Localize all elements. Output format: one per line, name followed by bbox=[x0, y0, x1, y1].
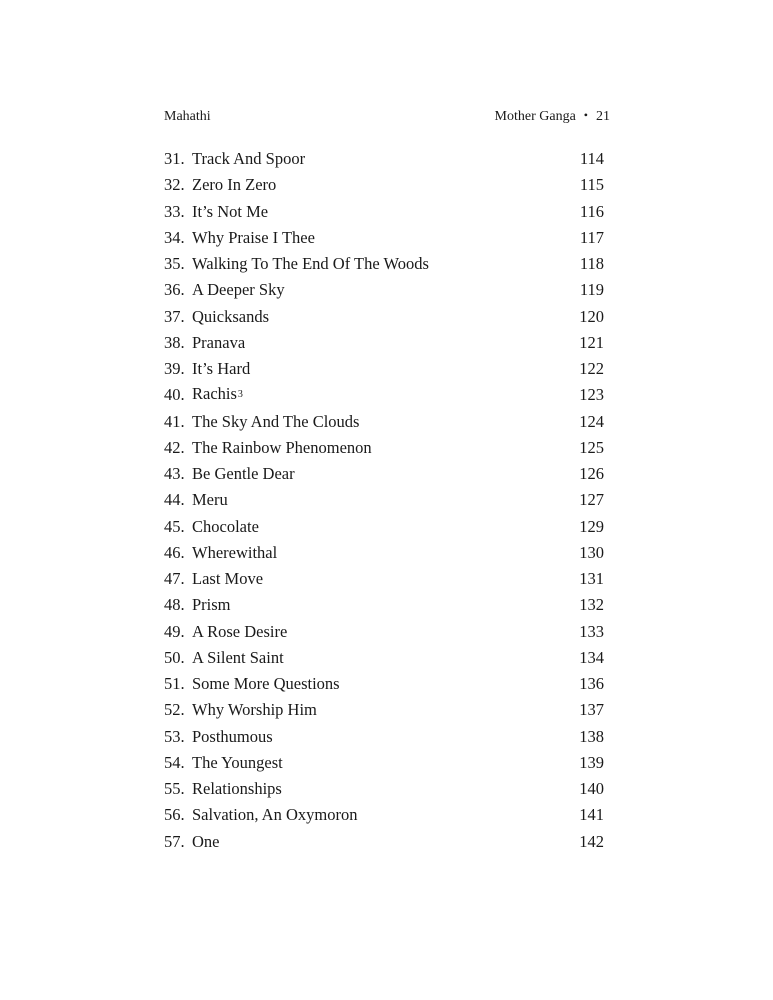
toc-entry-page: 120 bbox=[579, 306, 604, 326]
toc-entry-page: 117 bbox=[579, 227, 604, 247]
toc-entry-page: 136 bbox=[579, 674, 604, 694]
toc-entry-title bbox=[192, 645, 544, 671]
toc-entry-number: 38. bbox=[164, 332, 185, 352]
toc-entry-title bbox=[192, 146, 544, 172]
toc-entry-number: 36. bbox=[164, 280, 185, 300]
toc-entry bbox=[164, 435, 604, 461]
toc-entry-number: 55. bbox=[164, 779, 185, 799]
toc-entry-number: 49. bbox=[164, 621, 185, 641]
running-head-page-number: 21 bbox=[596, 109, 610, 124]
toc-entry-title bbox=[192, 592, 544, 618]
toc-entry-page: 134 bbox=[579, 647, 604, 667]
toc-entry bbox=[164, 409, 604, 435]
toc-entry-page: 140 bbox=[579, 779, 604, 799]
toc-entry bbox=[164, 356, 604, 382]
toc-entry-title-text: One bbox=[192, 831, 220, 851]
toc-entry-page: 141 bbox=[579, 805, 604, 825]
running-head-title: Mother Ganga bbox=[494, 109, 576, 124]
toc-entry-number: 40. bbox=[164, 385, 185, 405]
toc-entry bbox=[164, 540, 604, 566]
toc-entry-title-text: A Silent Saint bbox=[192, 647, 284, 667]
toc-entry-page: 132 bbox=[579, 595, 604, 615]
toc-entry-title-text: Salvation, An Oxymoron bbox=[192, 805, 358, 825]
toc-entry bbox=[164, 514, 604, 540]
toc-entry bbox=[164, 330, 604, 356]
toc-entry-page: 126 bbox=[579, 464, 604, 484]
toc-entry-page: 142 bbox=[579, 831, 604, 851]
toc-entry bbox=[164, 382, 604, 408]
toc-entry-number: 53. bbox=[164, 726, 185, 746]
toc-entry-title bbox=[192, 409, 544, 435]
toc-entry-number: 46. bbox=[164, 542, 185, 562]
toc-entry-title bbox=[192, 461, 544, 487]
toc-entry-title-text: Walking To The End Of The Woods bbox=[192, 254, 429, 274]
toc-entry-title bbox=[192, 724, 544, 750]
toc-entry-title-text: It’s Not Me bbox=[192, 201, 269, 221]
toc-entry-title-text: The Sky And The Clouds bbox=[192, 411, 360, 431]
toc-entry-number: 34. bbox=[164, 227, 185, 247]
toc-entry bbox=[164, 724, 604, 750]
toc-entry bbox=[164, 750, 604, 776]
toc-entry bbox=[164, 487, 604, 513]
toc-entry-number: 57. bbox=[164, 831, 185, 851]
toc-entry-title bbox=[192, 750, 544, 776]
toc-entry-page: 137 bbox=[579, 700, 604, 720]
toc-entry-title-text: A Deeper Sky bbox=[192, 280, 285, 300]
toc-entry-page: 114 bbox=[579, 149, 604, 169]
running-head-right bbox=[495, 109, 610, 125]
toc-entry bbox=[164, 829, 604, 855]
toc-entry-number: 56. bbox=[164, 805, 185, 825]
toc-entry-title bbox=[192, 435, 544, 461]
toc-entry-title-text: Prism bbox=[192, 595, 231, 615]
toc-entry bbox=[164, 199, 604, 225]
toc-entry-title bbox=[192, 381, 544, 410]
toc-entry-page: 121 bbox=[579, 332, 604, 352]
toc-entry bbox=[164, 645, 604, 671]
toc-entry-title-text: It’s Hard bbox=[192, 359, 251, 379]
toc-entry-number: 32. bbox=[164, 175, 185, 195]
toc-entry-page: 115 bbox=[579, 175, 604, 195]
toc-entry-page: 130 bbox=[579, 542, 604, 562]
toc-entry bbox=[164, 619, 604, 645]
toc-entry bbox=[164, 566, 604, 592]
toc-entry-page: 122 bbox=[579, 359, 604, 379]
toc-entry-page: 125 bbox=[579, 437, 604, 457]
toc-entry-title bbox=[192, 487, 544, 513]
toc-entry-title-text: Why Praise I Thee bbox=[192, 227, 315, 247]
toc-entry-title-text: Last Move bbox=[192, 569, 264, 589]
toc-entry-title bbox=[192, 330, 544, 356]
toc-entry-title-text: Rachis bbox=[192, 383, 237, 403]
toc-entry-title-text: The Rainbow Phenomenon bbox=[192, 437, 372, 457]
toc-entry-title bbox=[192, 514, 544, 540]
toc-entry-title bbox=[192, 356, 544, 382]
toc-entry-number: 37. bbox=[164, 306, 185, 326]
toc-entry-number: 51. bbox=[164, 674, 185, 694]
toc-entry-title-text: Quicksands bbox=[192, 306, 269, 326]
toc-entry bbox=[164, 671, 604, 697]
toc-entry-number: 35. bbox=[164, 254, 185, 274]
running-head bbox=[164, 109, 610, 129]
running-head-separator: • bbox=[583, 108, 588, 122]
toc-entry-page: 119 bbox=[579, 280, 604, 300]
toc-entry-page: 124 bbox=[579, 411, 604, 431]
toc-entry-title-text: A Rose Desire bbox=[192, 621, 288, 641]
toc-entry-number: 47. bbox=[164, 569, 185, 589]
toc-entry bbox=[164, 172, 604, 198]
toc-entry bbox=[164, 461, 604, 487]
toc-entry-number: 33. bbox=[164, 201, 185, 221]
toc-entry-page: 127 bbox=[579, 490, 604, 510]
toc-entry-number: 54. bbox=[164, 752, 185, 772]
toc-entry-title-text: Be Gentle Dear bbox=[192, 464, 295, 484]
toc-entry-page: 116 bbox=[579, 201, 604, 221]
toc-entry-number: 45. bbox=[164, 516, 185, 536]
toc-entry-number: 42. bbox=[164, 437, 185, 457]
toc-entry-page: 131 bbox=[579, 569, 604, 589]
table-of-contents bbox=[164, 146, 604, 855]
toc-entry-number: 48. bbox=[164, 595, 185, 615]
toc-entry-page: 139 bbox=[579, 752, 604, 772]
toc-entry-title-text: Meru bbox=[192, 490, 228, 510]
toc-entry-title-text: The Youngest bbox=[192, 752, 283, 772]
toc-entry-title bbox=[192, 566, 544, 592]
toc-entry-title bbox=[192, 172, 544, 198]
toc-entry-number: 39. bbox=[164, 359, 185, 379]
toc-entry-title-text: Wherewithal bbox=[192, 542, 278, 562]
toc-entry-title-text: Some More Questions bbox=[192, 674, 340, 694]
toc-entry-title-text: Why Worship Him bbox=[192, 700, 317, 720]
toc-entry bbox=[164, 592, 604, 618]
toc-entry-title bbox=[192, 829, 544, 855]
toc-entry-number: 31. bbox=[164, 149, 185, 169]
toc-entry-title bbox=[192, 671, 544, 697]
footnote-marker: 3 bbox=[237, 388, 243, 400]
toc-entry-title-text: Track And Spoor bbox=[192, 149, 306, 169]
toc-entry bbox=[164, 776, 604, 802]
toc-entry-title-text: Chocolate bbox=[192, 516, 259, 536]
toc-entry bbox=[164, 146, 604, 172]
toc-entry-title bbox=[192, 802, 544, 828]
toc-entry-number: 50. bbox=[164, 647, 185, 667]
toc-entry bbox=[164, 802, 604, 828]
toc-entry-title-text: Pranava bbox=[192, 332, 246, 352]
toc-entry-title bbox=[192, 776, 544, 802]
toc-entry-page: 133 bbox=[579, 621, 604, 641]
toc-entry-title bbox=[192, 225, 544, 251]
toc-entry-page: 129 bbox=[579, 516, 604, 536]
toc-entry-title-text: Relationships bbox=[192, 779, 282, 799]
toc-entry-title bbox=[192, 304, 544, 330]
toc-entry-title bbox=[192, 540, 544, 566]
toc-entry-title bbox=[192, 277, 544, 303]
toc-entry-title bbox=[192, 697, 544, 723]
toc-entry-number: 52. bbox=[164, 700, 185, 720]
toc-entry-title-text: Posthumous bbox=[192, 726, 273, 746]
toc-entry-page: 118 bbox=[579, 254, 604, 274]
toc-entry bbox=[164, 225, 604, 251]
toc-entry-number: 44. bbox=[164, 490, 185, 510]
toc-entry bbox=[164, 304, 604, 330]
toc-entry-title bbox=[192, 199, 544, 225]
toc-entry-title bbox=[192, 619, 544, 645]
toc-entry-number: 41. bbox=[164, 411, 185, 431]
toc-entry bbox=[164, 697, 604, 723]
toc-entry-title bbox=[192, 251, 544, 277]
toc-entry-page: 138 bbox=[579, 726, 604, 746]
toc-entry-title-text: Zero In Zero bbox=[192, 175, 277, 195]
toc-entry bbox=[164, 251, 604, 277]
toc-entry bbox=[164, 277, 604, 303]
toc-entry-page: 123 bbox=[579, 385, 604, 405]
running-head-author: Mahathi bbox=[164, 109, 211, 124]
toc-entry-number: 43. bbox=[164, 464, 185, 484]
